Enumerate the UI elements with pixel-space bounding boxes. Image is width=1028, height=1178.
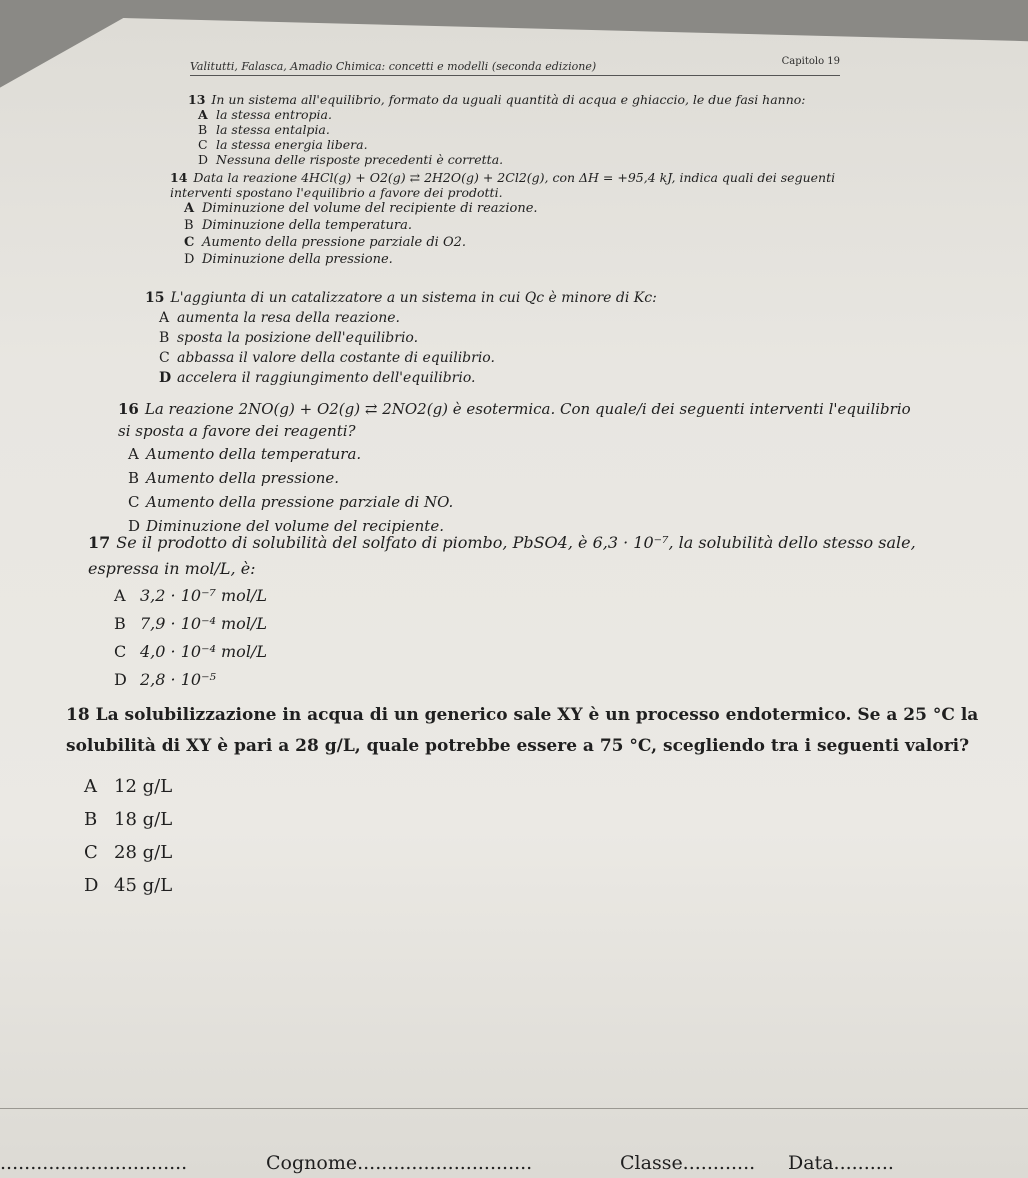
class-field[interactable]: Classe............ [620, 1152, 756, 1174]
question-number: 16 [118, 400, 139, 418]
question-15 [145, 288, 865, 388]
question-text: La solubilizzazione in acqua di un generico sale XY è un processo endotermico. Se a 25 °C la solubilità di XY è pari a 28 g/L, quale potrebbe essere a 75 °C, scegliendo tra i seguenti valori? [66, 705, 979, 756]
student-info-footer [0, 1100, 1028, 1178]
option-c: C Aumento della pressione parziale di O2. [184, 235, 467, 250]
question-text: Data la reazione 4HCl(g) + O2(g) ⇄ 2H2O(g) + 2Cl2(g), con ΔH = +95,4 kJ, indica quali dei seguenti interventi spostano l'equilibrio a favore dei prodotti. [170, 170, 836, 200]
option-c: C 4,0 · 10⁻⁴ mol/L [114, 642, 267, 661]
question-number: 18 [66, 705, 90, 725]
question-17 [88, 530, 968, 694]
option-d: D accelera il raggiungimento dell'equilibrio. [159, 370, 476, 386]
question-number: 17 [88, 533, 111, 552]
lead-dots: ............................... [0, 1152, 188, 1174]
option-b: B 7,9 · 10⁻⁴ mol/L [114, 614, 267, 633]
page-header [190, 56, 840, 76]
option-d: D 45 g/L [84, 875, 173, 896]
option-d: D Diminuzione del volume del recipiente. [128, 517, 444, 535]
date-field[interactable]: Data.......... [788, 1152, 894, 1174]
question-14 [170, 170, 850, 268]
option-c: C 28 g/L [84, 842, 173, 863]
option-d: D Diminuzione della pressione. [184, 252, 393, 267]
option-a: A aumenta la resa della reazione. [159, 310, 400, 326]
option-a: A 3,2 · 10⁻⁷ mol/L [114, 586, 267, 605]
option-d: D 2,8 · 10⁻⁵ [114, 670, 216, 689]
chapter-label: Capitolo 19 [781, 56, 840, 67]
option-a: A la stessa entropia. [198, 107, 332, 122]
option-a: A Diminuzione del volume del recipiente di reazione. [184, 201, 538, 216]
option-a: A Aumento della temperatura. [128, 445, 362, 463]
option-b: B Aumento della pressione. [128, 469, 340, 487]
option-c: C Aumento della pressione parziale di NO. [128, 493, 454, 511]
option-c: C la stessa energia libera. [198, 137, 368, 152]
option-b: B Diminuzione della temperatura. [184, 218, 412, 233]
question-13 [188, 92, 848, 167]
option-c: C abbassa il valore della costante di equilibrio. [159, 350, 495, 366]
surname-field[interactable]: Cognome............................. [266, 1152, 533, 1174]
question-number: 13 [188, 92, 206, 107]
option-d: D Nessuna delle risposte precedenti è corretta. [198, 152, 504, 167]
option-b: B la stessa entalpia. [198, 122, 330, 137]
question-text: La reazione 2NO(g) + O2(g) ⇄ 2NO2(g) è esotermica. Con quale/i dei seguenti interventi l'equilibrio si sposta a favore dei reagenti? [118, 400, 911, 440]
option-b: B 18 g/L [84, 809, 173, 830]
book-source: Valitutti, Falasca, Amadio Chimica: concetti e modelli (seconda edizione) [190, 60, 597, 73]
option-b: B sposta la posizione dell'equilibrio. [159, 330, 419, 346]
question-text: L'aggiunta di un catalizzatore a un sistema in cui Qc è minore di Kc: [170, 290, 657, 306]
question-text: Se il prodotto di solubilità del solfato di piombo, PbSO4, è 6,3 · 10⁻⁷, la solubilità dello stesso sale, espressa in mol/L, è: [88, 533, 916, 578]
question-number: 14 [170, 170, 188, 185]
question-18 [66, 700, 1016, 902]
question-number: 15 [145, 290, 165, 306]
question-16 [118, 398, 918, 538]
option-a: A 12 g/L [84, 776, 173, 797]
question-text: In un sistema all'equilibrio, formato da uguali quantità di acqua e ghiaccio, le due fasi hanno: [211, 92, 806, 107]
footer-divider [0, 1108, 1028, 1109]
